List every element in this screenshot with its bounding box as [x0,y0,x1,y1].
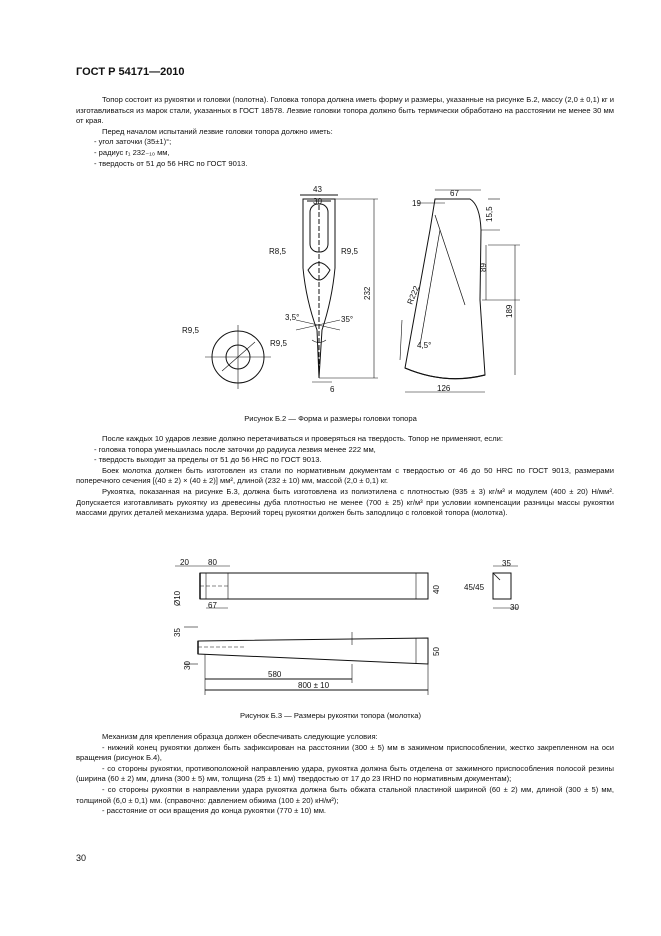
list-item: - со стороны рукоятки в направлении удара рукоятка должна быть обжата стальной пластиной шириной (60 ± 2) мм, длиной (300 ± 5) мм, толщиной (6,0 ± 0,1) мм. (справочно: давлением обжима (100 ± 20) кН/м²); [76,784,614,805]
dim-label: R9,5 [341,247,358,256]
text-block-mechanism [76,732,614,817]
dim-label: 580 [268,670,282,679]
list-item: - нижний конец рукоятки должен быть зафиксирован на расстоянии (300 ± 5) мм в зажимном приспособлении, жестко закрепленном на оси вращения (рисунок Б.4), [76,742,614,763]
dim-label: 30 [183,661,192,670]
dim-label: 15,5 [485,206,494,222]
dim-label: 35 [502,559,511,568]
figure-b3-caption: Рисунок Б.3 — Размеры рукоятки топора (молотка) [240,711,421,720]
dim-label: 67 [208,601,217,610]
dim-label: 232 [363,286,372,300]
dim-label: 67 [450,189,459,198]
paragraph: Механизм для крепления образца должен обеспечивать следующие условия: [102,732,378,741]
dim-label: R9,5 [182,326,199,335]
dim-label: 80 [208,558,217,567]
dim-label: Ø10 [173,590,182,606]
dim-label: 800 ± 10 [298,681,330,690]
paragraph: После каждых 10 ударов лезвие должно перетачиваться и проверяться на твердость. Топор не применяют, если: [102,434,504,443]
dim-label: 189 [505,304,514,318]
dim-label: 35° [341,315,354,324]
dim-label: 35 [173,628,182,637]
dim-label: 50 [432,647,441,656]
dim-label: 43 [313,185,322,194]
dim-label: 6 [330,385,335,394]
figure-b2-caption: Рисунок Б.2 — Форма и размеры головки топора [244,414,417,423]
dim-label: R222 [405,284,422,306]
dim-label: 20 [180,558,189,567]
document-header: ГОСТ Р 54171—2010 [76,66,185,78]
list-item: - твердость от 51 до 56 HRC по ГОСТ 9013. [94,158,248,168]
dim-label: 30 [510,603,519,612]
dim-label: 89 [479,263,488,272]
paragraph: Боек молотка должен быть изготовлен из стали по нормативным документам с твердостью от 46 до 50 HRC по ГОСТ 9013, размерами поперечного сечения [(40 ± 2) × (40 ± 2)] мм², длиной (232 ± 10) мм, массой (2,0 ± 0,1) кг. [76,465,614,486]
dim-label: 40 [432,585,441,594]
list-item: - со стороны рукоятки, противоположной направлению удара, рукоятка должна быть отделена от зажимного приспособления полосой резины (ширина (60 ± 2) мм, длина (300 ± 5) мм, толщина (25 ± 1) мм) твердостью от 17 до 23 IRHD по нормативным документам); [76,763,614,784]
dim-label: R8,5 [269,247,286,256]
list-item: - твердость выходит за пределы от 51 до 56 HRC по ГОСТ 9013. [94,455,322,465]
paragraph: Перед началом испытаний лезвие головки топора должно иметь: [102,126,333,136]
dim-label: 3,5° [285,313,300,322]
dim-label: 30 [313,197,322,206]
dim-label: 4,5° [417,341,432,350]
page-number: 30 [76,853,87,863]
list-item: - расстояние от оси вращения до конца рукоятки (770 ± 10) мм. [102,806,327,816]
dim-label: 19 [412,199,421,208]
list-item: - радиус r₁ 232₋₁₀ мм, [94,147,170,157]
dim-label: 126 [437,384,451,393]
list-item: - головка топора уменьшилась после заточки до радиуса лезвия менее 222 мм, [94,444,376,454]
paragraph: Рукоятка, показанная на рисунке Б.3, должна быть изготовлена из полиэтилена с плотностью (935 ± 3) кг/м³ и модулем (400 ± 20) Н/мм². Допускается изготавливать рукоятку из древесины дуба плотностью не менее (700 ± 25) кг/м³ при условии компенсации разницы массы рукоятки массами других деталей механизма удара. Верхний торец рукоятки должен быть заподлицо с головкой топора (молотка). [76,486,614,518]
dim-label: 45/45 [464,583,485,592]
paragraph: Топор состоит из рукоятки и головки (полотна). Головка топора должна иметь форму и размеры, указанные на рисунке Б.2, массу (2,0 ± 0,1) кг и изготавливаться из марок стали, указанных в ГОСТ 18578. Лезвие головки топора должно быть термически обработано на расстоянии не менее 30 мм от края. [76,95,614,126]
dim-label: R9,5 [270,339,287,348]
list-item: - угол заточки (35±1)°; [94,137,172,147]
